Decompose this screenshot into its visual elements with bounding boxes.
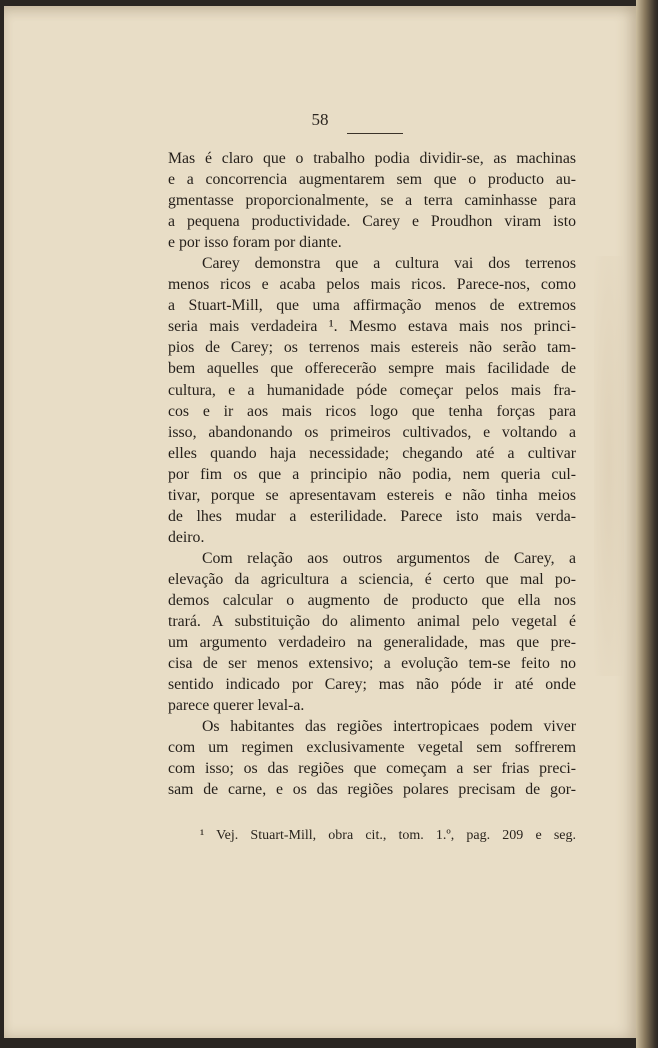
text-line: parece querer leval-a.: [168, 697, 305, 715]
text-line: um argumento verdadeiro na generalidade, mas que pre-: [168, 634, 576, 652]
body-text: [168, 148, 576, 800]
text-line: tivar, porque se apresentavam estereis e não tinha meios: [168, 486, 576, 504]
text-line: cos e ir aos mais ricos logo que tenha forças para: [168, 402, 576, 420]
book-page: [4, 6, 636, 1038]
text-line: elevação da agricultura a sciencia, é certo que mal po-: [168, 570, 576, 588]
page-number: 58: [311, 110, 329, 129]
text-line: a pequena productividade. Carey e Proudhon viram isto: [168, 213, 576, 231]
text-line: Os habitantes das regiões intertropicaes podem viver: [202, 718, 576, 736]
text-line: sam de carne, e os das regiões polares precisam de gor-: [168, 781, 576, 799]
text-line: de lhes mudar a esterilidade. Parece isto mais verda-: [168, 507, 576, 525]
text-line: pios de Carey; os terrenos mais estereis não serão tam-: [168, 339, 576, 357]
text-line: Mas é claro que o trabalho podia dividir-se, as machinas: [168, 150, 576, 167]
text-line: com isso; os das regiões que começam a ser frias preci-: [168, 760, 576, 778]
book-gutter: [636, 0, 658, 1048]
footnote: ¹ Vej. Stuart-Mill, obra cit., tom. 1.º, pag. 209 e seg.: [200, 828, 576, 843]
text-line: menos ricos e acaba pelos mais ricos. Parece-nos, como: [168, 276, 576, 294]
text-line: gmentasse proporcionalmente, se a terra caminhasse para: [168, 192, 576, 210]
text-line: Com relação aos outros argumentos de Carey, a: [202, 549, 576, 567]
text-line: e por isso foram por diante.: [168, 234, 342, 252]
text-line: cultura, e a humanidade póde começar pelos mais fra-: [168, 381, 576, 399]
text-line: e a concorrencia augmentarem sem que o producto au-: [168, 171, 576, 189]
text-line: seria mais verdadeira ¹. Mesmo estava mais nos princi-: [168, 318, 576, 336]
text-line: por fim os que a principio não podia, nem queria cul-: [168, 465, 576, 483]
header-rule: [347, 133, 403, 134]
paper-stain: [594, 256, 624, 676]
text-line: a Stuart-Mill, que uma affirmação menos de extremos: [168, 297, 576, 315]
text-line: isso, abandonando os primeiros cultivados, e voltando a: [168, 423, 576, 441]
text-line: demos calcular o augmento de producto que ella nos: [168, 591, 576, 609]
text-line: bem aquelles que offerecerão sempre mais facilidade de: [168, 360, 576, 378]
text-line: deiro.: [168, 528, 205, 546]
text-line: sentido indicado por Carey; mas não póde ir até onde: [168, 676, 576, 694]
text-line: trará. A substituição do alimento animal pelo vegetal é: [168, 613, 576, 631]
text-line: Carey demonstra que a cultura vai dos terrenos: [202, 255, 576, 273]
text-line: cisa de ser menos extensivo; a evolução tem-se feito no: [168, 655, 576, 673]
text-line: com um regimen exclusivamente vegetal sem soffrerem: [168, 739, 576, 757]
text-line: elles quando haja necessidade; chegando até a cultivar: [168, 444, 576, 462]
